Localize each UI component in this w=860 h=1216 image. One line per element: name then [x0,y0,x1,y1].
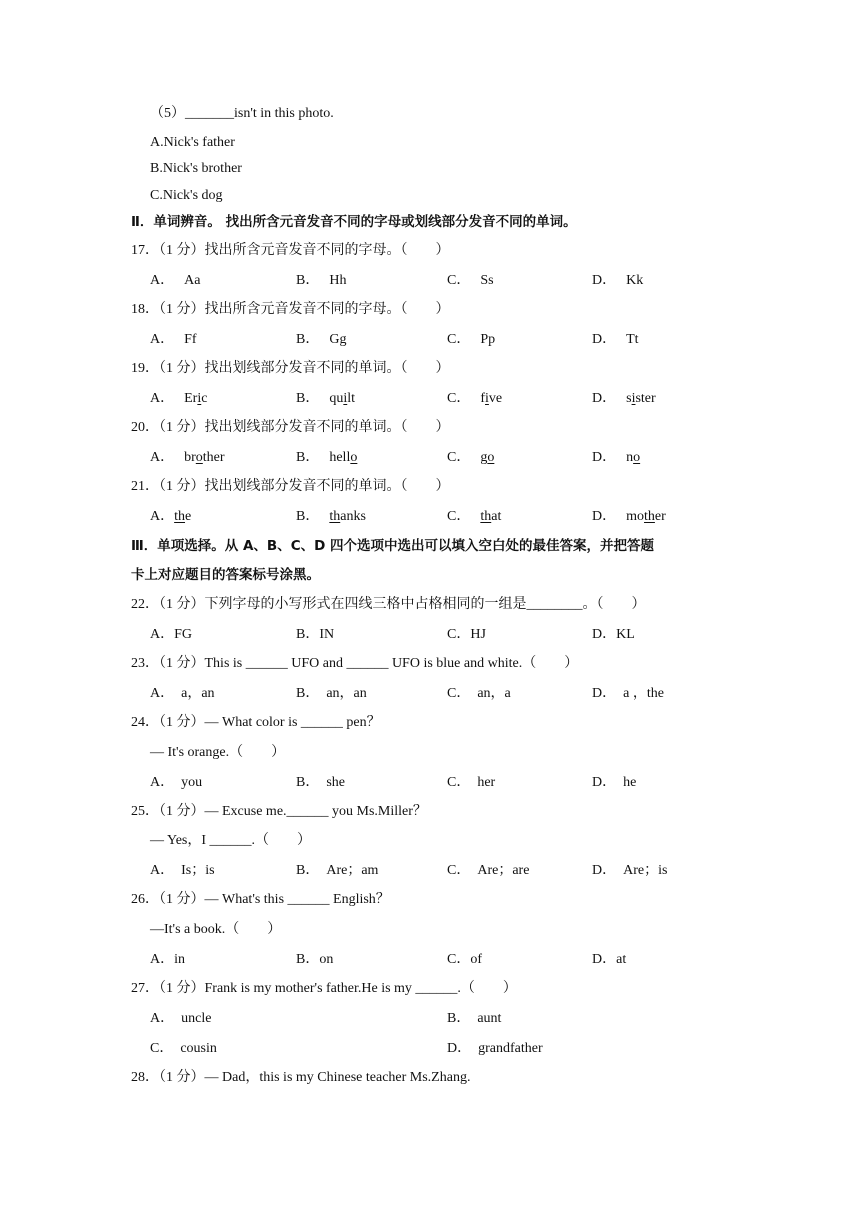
q20-option-d: D． no [592,450,641,465]
q22-option-b: B．IN [296,627,335,642]
q25-options [150,862,710,880]
q17-option-c: C． Ss [447,273,494,288]
q20-stem: 20．（1 分）找出划线部分发音不同的单词。（ ） [131,420,450,435]
q24-reply: — It's orange.（ ） [150,745,286,760]
q27-option-c: C． cousin [150,1041,217,1056]
q26-option-d: D．at [592,952,627,967]
q23-option-a: A． a，an [150,686,215,701]
q26-stem: 26．（1 分）— What's this ______ English？ [131,892,390,907]
q19-stem: 19．（1 分）找出划线部分发音不同的单词。（ ） [131,361,450,376]
q21-option-b: B． thanks [296,509,366,524]
q21-option-d: D． mother [592,509,666,524]
q24-options [150,774,710,792]
q24-stem: 24．（1 分）— What color is ______ pen？ [131,715,381,730]
q19-option-d: D． sister [592,391,656,406]
q26-reply: —It's a book.（ ） [150,922,282,937]
q18-option-d: D． Tt [592,332,639,347]
q21-option-a: A．the [150,509,192,524]
q18-stem: 18．（1 分）找出所含元音发音不同的字母。（ ） [131,302,450,317]
q25-option-a: A． Is；is [150,863,215,878]
q26-option-a: A．in [150,952,185,967]
q22-options [150,626,710,644]
q19-option-a: A． Eric [150,391,208,406]
q17-options [150,272,710,290]
q25-option-c: C． Are；are [447,863,530,878]
q20-options [150,449,710,467]
q22-option-a: A．FG [150,627,193,642]
q26-options [150,951,710,969]
q28-stem: 28．（1 分）— Dad，this is my Chinese teacher Ms.Zhang. [131,1070,471,1085]
q20-option-c: C． go [447,450,495,465]
q19-options [150,390,710,408]
q5-option-b: B.Nick's brother [150,161,242,176]
q5-option-c: C.Nick's dog [150,188,223,203]
q18-options [150,331,710,349]
q19-option-b: B． quilt [296,391,356,406]
section-2-heading: Ⅱ．单词辨音。 找出所含元音发音不同的字母或划线部分发音不同的单词。 [131,214,577,230]
q25-stem: 25．（1 分）— Excuse me.______ you Ms.Miller？ [131,804,427,819]
q18-option-c: C． Pp [447,332,496,347]
q20-option-b: B． hello [296,450,358,465]
q18-option-b: B． Gg [296,332,347,347]
q22-option-d: D．KL [592,627,635,642]
q27-option-a: A． uncle [150,1011,212,1026]
q23-option-d: D． a ，the [592,686,664,701]
q17-stem: 17．（1 分）找出所含元音发音不同的字母。（ ） [131,243,450,258]
q25-option-d: D． Are；is [592,863,668,878]
q27-stem: 27．（1 分）Frank is my mother's father.He is my ______.（ ） [131,981,517,996]
q27-options-row1 [150,1010,710,1028]
q21-stem: 21．（1 分）找出划线部分发音不同的单词。（ ） [131,479,450,494]
q25-reply: — Yes，I ______.（ ） [150,833,312,848]
q21-option-c: C． that [447,509,502,524]
q22-option-c: C．HJ [447,627,486,642]
q17-option-b: B． Hh [296,273,347,288]
q27-option-d: D． grandfather [447,1041,543,1056]
q23-options [150,685,710,703]
q24-option-b: B． she [296,775,345,790]
q23-option-b: B． an，an [296,686,367,701]
q5-option-a: A.Nick's father [150,135,235,150]
q25-option-b: B． Are；am [296,863,379,878]
q19-option-c: C． five [447,391,503,406]
q24-option-d: D． he [592,775,637,790]
q20-option-a: A． brother [150,450,225,465]
section-3-heading-line2: 卡上对应题目的答案标号涂黑。 [131,567,320,583]
q24-option-a: A． you [150,775,203,790]
q27-options-row2 [150,1040,710,1058]
q23-option-c: C． an，a [447,686,511,701]
q24-option-c: C． her [447,775,496,790]
q27-option-b: B． aunt [447,1011,502,1026]
q26-option-c: C．of [447,952,482,967]
q26-option-b: B．on [296,952,334,967]
q5-stem: （5）_______isn't in this photo. [150,106,334,121]
section-3-heading-line1: Ⅲ．单项选择。从 A、B、C、D 四个选项中选出可以填入空白处的最佳答案，并把答题 [131,538,655,554]
q17-option-d: D． Kk [592,273,644,288]
q18-option-a: A． Ff [150,332,197,347]
q21-options [150,508,710,526]
q22-stem: 22．（1 分）下列字母的小写形式在四线三格中占格相同的一组是________。（ ） [131,597,646,612]
q17-option-a: A． Aa [150,273,201,288]
q23-stem: 23．（1 分）This is ______ UFO and ______ UFO is blue and white.（ ） [131,656,579,671]
